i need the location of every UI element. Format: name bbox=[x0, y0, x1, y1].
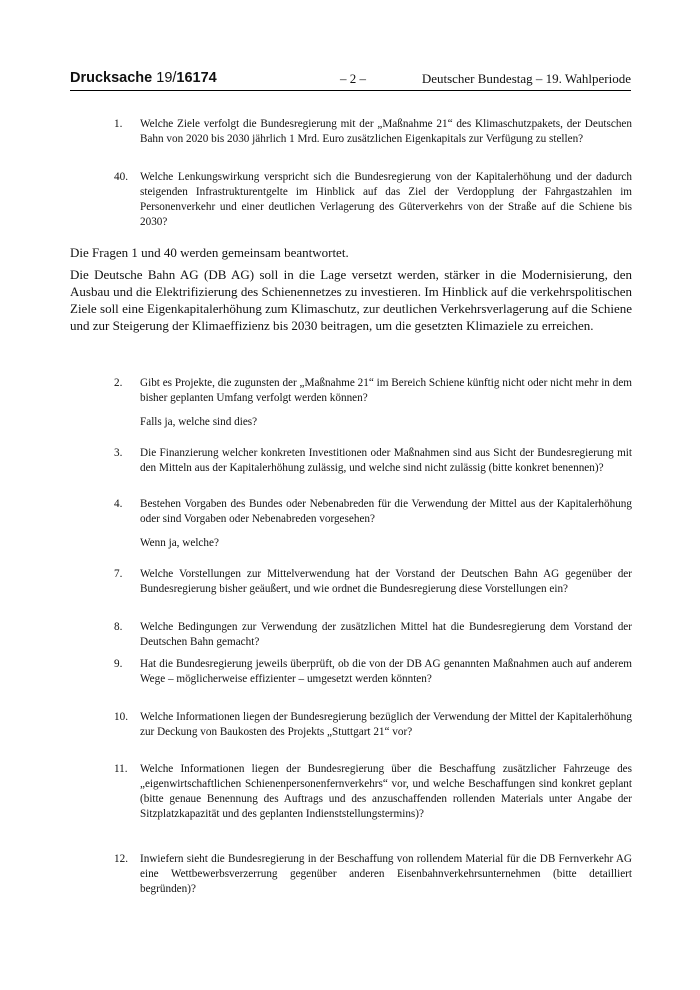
question-item bbox=[114, 170, 632, 230]
doc-number-suffix: 16174 bbox=[176, 70, 217, 86]
question-number: 10. bbox=[114, 711, 128, 723]
question-followup: Falls ja, welche sind dies? bbox=[140, 416, 258, 428]
question-followup: Wenn ja, welche? bbox=[140, 537, 219, 549]
question-item bbox=[114, 657, 632, 687]
question-text: Inwiefern sieht die Bundesregierung in der Beschaffung von rollendem Material für die DB Fernverkehr AG eine Wettbewerbsverzerrung gegenüber anderen Eisenbahnverkehrsunternehmen (bitte detailliert begründen)? bbox=[140, 853, 632, 895]
question-text: Gibt es Projekte, die zugunsten der „Maßnahme 21“ im Bereich Schiene künftig nicht oder nicht mehr in dem bisher geplanten Umfang verfolgt werden können? bbox=[140, 377, 632, 404]
question-number: 2. bbox=[114, 377, 123, 389]
question-number: 11. bbox=[114, 763, 128, 775]
question-text: Welche Ziele verfolgt die Bundesregierung mit der „Maßnahme 21“ des Klimaschutzpakets, der Deutschen Bahn von 2020 bis 2030 jährlich 1 Mrd. Euro zusätzlichen Eigenkapitals zur Verfügung zu stellen? bbox=[140, 118, 632, 145]
question-item bbox=[114, 852, 632, 897]
question-text: Welche Informationen liegen der Bundesregierung bezüglich der Verwendung der Mittel der Kapitalerhöhung zur Deckung von Baukosten des Projekts „Stuttgart 21“ vor? bbox=[140, 711, 632, 738]
document-number bbox=[70, 70, 217, 86]
question-text: Bestehen Vorgaben des Bundes oder Nebenabreden für die Verwendung der Mittel aus der Kapitalerhöhung oder sind Vorgaben oder Nebenabreden vorgesehen? bbox=[140, 498, 632, 525]
question-number: 12. bbox=[114, 853, 128, 865]
question-text: Welche Informationen liegen der Bundesregierung über die Beschaffung zusätzlicher Fahrzeuge des „eigenwirtschaftlichen Schienenpersonenfernverkehrs“ vor, und welche Beschaffungen sind konkret geplant (bitte genaue Benennung des Auftrags und des anzuschaffenden rollenden Materials unter Angabe der Sitzplatzkapazität und des geplanten Indienststellungstermins)? bbox=[140, 763, 632, 820]
question-text: Hat die Bundesregierung jeweils überprüft, ob die von der DB AG genannten Maßnahmen auch auf anderem Wege – möglicherweise effizienter – umgesetzt werden könnten? bbox=[140, 658, 632, 685]
question-number: 40. bbox=[114, 171, 128, 183]
question-number: 4. bbox=[114, 498, 123, 510]
doc-label: Drucksache bbox=[70, 70, 153, 86]
question-number: 9. bbox=[114, 658, 123, 670]
question-item bbox=[114, 497, 632, 551]
question-text: Welche Bedingungen zur Verwendung der zusätzlichen Mittel hat die Bundesregierung dem Vorstand der Deutschen Bahn gemacht? bbox=[140, 621, 632, 648]
question-item bbox=[114, 446, 632, 476]
answer-intro: Die Fragen 1 und 40 werden gemeinsam beantwortet. bbox=[70, 245, 349, 260]
institution-label: Deutscher Bundestag – 19. Wahlperiode bbox=[421, 71, 631, 86]
question-text: Welche Vorstellungen zur Mittelverwendung hat der Vorstand der Deutschen Bahn AG gegenüber der Bundesregierung bisher geäußert, und wie ordnet die Bundesregierung diese Vorstellungen ein? bbox=[140, 568, 632, 595]
question-number: 7. bbox=[114, 568, 123, 580]
question-text: Welche Lenkungswirkung verspricht sich die Bundesregierung von der Kapitalerhöhung und der dadurch steigenden Infrastrukturentgelte im Hinblick auf das Ziel der Verdopplung der Fahrgastzahlen im Personenverkehr und einer deutlichen Verlagerung des Güterverkehrs von der Straße auf die Schiene bis 2030? bbox=[140, 171, 632, 228]
answer-body: Die Deutsche Bahn AG (DB AG) soll in die Lage versetzt werden, stärker in die Modernisierung, den Ausbau und die Elektrifizierung des Schienennetzes zu investieren. Im Hinblick auf die verkehrspolitischen Ziele soll eine Eigenkapitalerhöhung zum Klimaschutz, zur deutlichen Verkehrsverlagerung auf die Schiene und zur Steigerung der Klimaeffizienz bis 2030 beitragen, um die gesetzten Klimaziele zu erreichen. bbox=[70, 267, 632, 333]
question-item bbox=[114, 567, 632, 597]
question-text: Die Finanzierung welcher konkreten Investitionen oder Maßnahmen sind aus Sicht der Bundesregierung mit den Mitteln aus der Kapitalerhöhung zulässig, und welche sind nicht zulässig (bitte konkret benennen)? bbox=[140, 447, 632, 474]
page-number: – 2 – bbox=[340, 71, 366, 86]
question-number: 3. bbox=[114, 447, 123, 459]
question-item bbox=[114, 762, 632, 822]
page-header bbox=[70, 70, 631, 91]
question-item bbox=[114, 710, 632, 740]
question-number: 1. bbox=[114, 118, 123, 130]
question-item bbox=[114, 620, 632, 650]
question-number: 8. bbox=[114, 621, 123, 633]
question-item bbox=[114, 117, 632, 147]
question-item bbox=[114, 376, 632, 430]
doc-number-prefix: 19/ bbox=[156, 70, 177, 86]
